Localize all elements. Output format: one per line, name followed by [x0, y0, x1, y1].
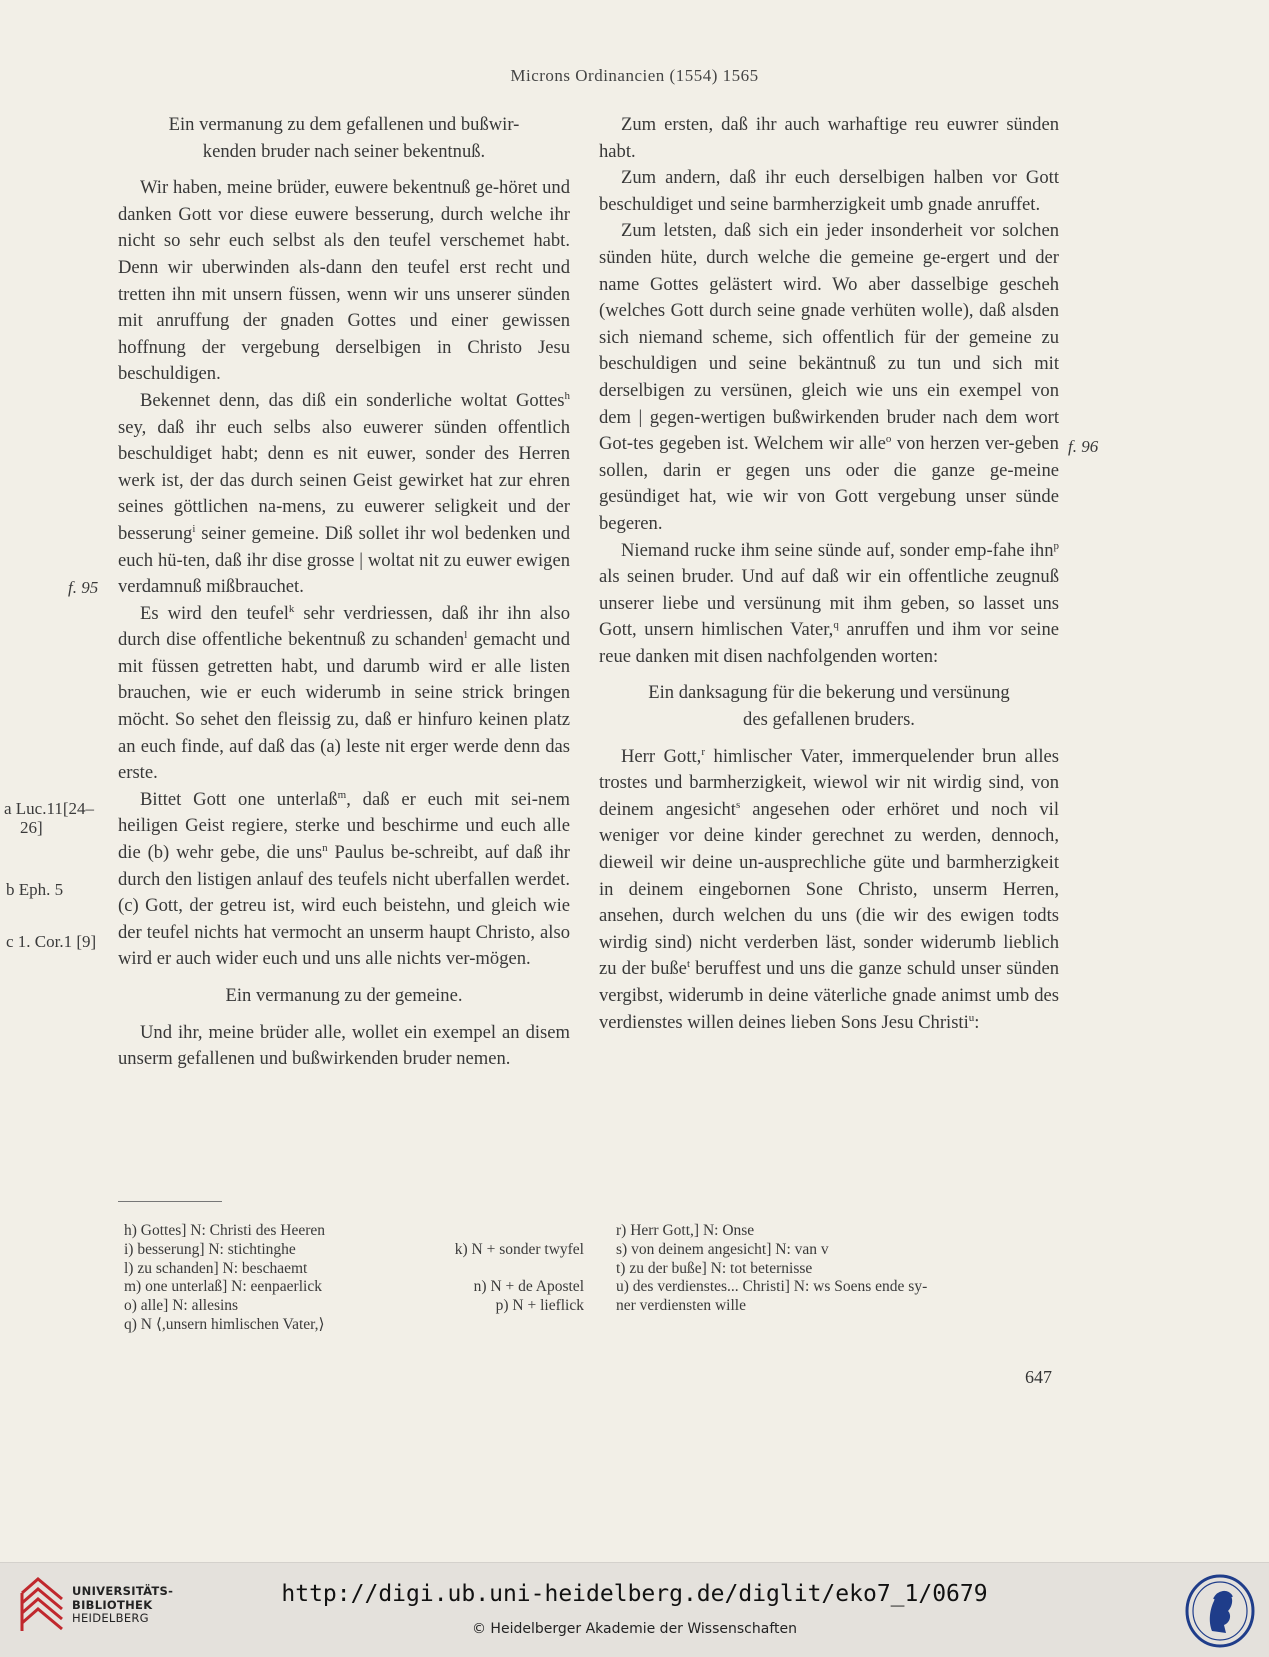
- text-run: gemacht und mit füssen getretten habt, und darumb wird er alle listen brauchen, wie er euch widerumb in seine strick bringen möcht. So sehet den fleissig zu, daß er hinfuro keinen platz an euch finde, auf daß das (a) leste nit erger werde denn das erste.: [118, 629, 570, 784]
- footnote-entry: q) N ⟨,unsern himlischen Vater,⟩: [124, 1315, 325, 1333]
- footnote-ref: u: [968, 1011, 975, 1024]
- heading-line: des gefallenen bruders.: [743, 709, 915, 731]
- footnote-entry: m) one unterlaß] N: eenpaerlick: [124, 1278, 322, 1296]
- text-run: Paulus be-schreibt, auf daß ihr durch den listigen anlauf des teufels nicht uberfallen werdet. (c) Gott, der getreu ist, wird euch beistehn, und gleich wie der teufel nichts hat vermocht an unserm haupt Christo, also wird er auch wider euch und uns alle nichts ver-mögen.: [118, 842, 570, 970]
- footnote-entry: h) Gottes] N: Christi des Heeren: [124, 1222, 326, 1239]
- heading-line: kenden bruder nach seiner bekentnuß.: [202, 140, 486, 162]
- footnote-entry: o) alle] N: allesins: [124, 1297, 239, 1315]
- text-run: , daß er euch mit sei-nem heiligen Geist regiere, sterke und beschirme und euch alle die (b) wehr gebe, die uns: [118, 788, 571, 864]
- text-run: :: [974, 1011, 980, 1033]
- footnotes-right: [616, 1222, 1066, 1316]
- text-run: Bittet Gott one unterlaß: [140, 788, 338, 810]
- text-run: sey, daß ihr euch selbs also euwerer sünden offentlich beschuldiget habt; denn es nit euwer, sonder des Herren werk ist, der das durch seinen Geist gewirket hat zur ehren seines göttlichen na-mens, zu euwerer seligkeit und der besserung: [118, 416, 570, 544]
- footnote-entry: l) zu schanden] N: beschaemt: [124, 1259, 308, 1277]
- footnote-ref: r: [701, 745, 705, 758]
- paragraph: [118, 388, 570, 601]
- text-run: Herr Gott,: [621, 745, 702, 767]
- footnote-entry: ner verdiensten wille: [616, 1297, 746, 1315]
- text-run: Bekennet denn, das diß ein sonderliche woltat Gottes: [140, 389, 565, 411]
- paragraph: [599, 218, 1059, 537]
- text-run: anruffen und ihm vor seine reue danken mit disen nachfolgenden worten:: [599, 619, 1059, 667]
- paragraph: [599, 538, 1059, 671]
- footnote-line: [124, 1222, 584, 1241]
- footnote-entry: i) besserung] N: stichtinghe: [124, 1240, 296, 1258]
- margin-reference: 26]: [20, 818, 43, 837]
- library-name-line: BIBLIOTHEK: [72, 1597, 153, 1612]
- footnote-ref: p: [1053, 539, 1059, 552]
- library-name-line: UNIVERSITÄTS-: [72, 1584, 174, 1598]
- footnote-ref: t: [686, 958, 690, 971]
- footer-bar: [0, 1562, 1269, 1657]
- text-run: angesehen oder erhöret und noch vil weniger vor deine kinder gerechnet zu werden, dennoch, dieweil wir deine un-ausprechliche güte und barmherzigkeit in deinem eingebornen Sone Christo, unserm Herren, ansehen, durch welchen du uns (die wir des ewigen todts wirdig sind) nicht verderben läst, sonder widerumb lieblich zu der buße: [599, 798, 1059, 980]
- footnote-entry: p) N + lieflick: [495, 1297, 584, 1315]
- paragraph: Wir haben, meine brüder, euwere bekentnuß ge-höret und danken Gott vor diese euwere besserung, durch welche ihr nicht so sehr euch selbst als den teufel verschemet habt. Denn wir uberwinden als-dann den teufel erst recht und tretten ihn mit unsern füssen, wenn wir uns unserer sünden mit anruffung der gnaden Gottes und einer gewissen hoffnung der vergebung derselbigen in Christo Jesu beschuldigen.: [118, 177, 570, 385]
- footnote-entry: u) des verdienstes... Christi] N: ws Soens ende sy-: [616, 1278, 928, 1296]
- text-run: von herzen ver-geben sollen, darin er gegen uns oder die ganze ge-meine gesündiget hat, wie wir von Gott vergebung unser sünde begeren.: [599, 433, 1059, 534]
- running-head: Microns Ordinancien (1554) 1565: [510, 66, 759, 85]
- section-heading: [599, 680, 1059, 733]
- copyright-notice: © Heidelberger Akademie der Wissenschaften: [471, 1621, 797, 1637]
- text-run: beruffest und uns die ganze schuld unser sünden vergibst, widerumb in deine väterliche gnade animst umb des verdienstes willen deines lieben Sons Jesu Christi: [599, 958, 1059, 1033]
- footnote-ref: m: [337, 788, 347, 801]
- left-column: [118, 112, 570, 1073]
- heading-line: Ein danksagung für die bekerung und versünung: [648, 682, 1010, 704]
- footnote-ref: q: [833, 619, 839, 632]
- page-number: 647: [1025, 1367, 1052, 1387]
- section-heading: Ein vermanung zu der gemeine.: [225, 985, 463, 1006]
- text-run: Es wird den teufel: [140, 602, 289, 624]
- margin-reference: b Eph. 5: [6, 880, 64, 899]
- footnote-ref: s: [735, 798, 741, 811]
- text-run: als seinen bruder. Und auf daß wir ein offentliche zeugnuß unserer liebe und versünung mit ihm geben, so lasset uns Gott, unsern himlischen Vater,: [599, 566, 1059, 641]
- footnote-ref: k: [288, 602, 295, 615]
- paragraph: [118, 787, 570, 973]
- text-run: seiner gemeine. Diß sollet ihr wol bedenken und euch hü-ten, daß ihr dise grosse | woltat nit zu euwer ewigen verdamnuß mißbrauchet.: [118, 522, 570, 598]
- folio-marker: f. 95: [68, 578, 99, 597]
- text-run: himlischer Vater, immerquelender brun alles trostes und barmherzigkeit, wiewol wir nit wirdig sind, von deinem angesicht: [599, 745, 1060, 820]
- paragraph: Zum ersten, daß ihr auch warhaftige reu euwrer sünden habt.: [599, 114, 1059, 162]
- footnotes-left: [124, 1222, 584, 1335]
- academy-seal-icon: [1184, 1573, 1256, 1649]
- folio-marker: f. 96: [1068, 437, 1099, 456]
- right-column: [599, 112, 1059, 1036]
- footnote-line: [124, 1260, 584, 1279]
- text-run: Niemand rucke ihm seine sünde auf, sonder emp-fahe ihn: [621, 539, 1054, 561]
- footnote-ref: i: [192, 522, 196, 535]
- footnote-line: [124, 1297, 584, 1316]
- section-heading: [118, 112, 570, 165]
- text-run: sehr verdriessen, daß ihr ihn also durch dise offentliche bekentnuß zu schanden: [118, 602, 571, 651]
- footnote-ref: o: [885, 432, 892, 445]
- margin-reference: c 1. Cor.1 [9]: [6, 932, 97, 951]
- paragraph: Zum andern, daß ihr euch derselbigen halben vor Gott beschuldiget und seine barmherzigkeit umb gnade anruffet.: [599, 167, 1059, 215]
- footnote-entry: t) zu der buße] N: tot beternisse: [616, 1259, 813, 1277]
- footnote-rule: [118, 1201, 222, 1202]
- footnote-entry: r) Herr Gott,] N: Onse: [616, 1222, 755, 1239]
- footnote-line: [124, 1278, 584, 1297]
- footnote-entry: s) von deinem angesicht] N: van v: [616, 1240, 829, 1258]
- paragraph: Und ihr, meine brüder alle, wollet ein exempel an disem unserm gefallenen und bußwirkenden bruder nemen.: [118, 1021, 570, 1070]
- footnote-ref: l: [464, 629, 468, 642]
- margin-reference: a Luc.11[24–: [4, 799, 95, 818]
- permalink-url[interactable]: http://digi.ub.uni-heidelberg.de/diglit/eko7_1/0679: [281, 1581, 988, 1607]
- footnote-entry: n) N + de Apostel: [473, 1278, 584, 1296]
- footnote-entry: k) N + sonder twyfel: [454, 1240, 584, 1258]
- paragraph: [118, 601, 570, 787]
- paragraph: [599, 744, 1059, 1037]
- footnote-line: [124, 1316, 584, 1335]
- footnote-ref: n: [322, 841, 328, 854]
- text-run: Zum letsten, daß sich ein jeder insonderheit vor solchen sünden hüte, durch welche die gemeine ge-ergert und der name Gottes gelästert wird. Wo aber dasselbige gescheh (welches Gott durch seine gnade verhüten wolle), daß alsden sich niemand scheme, sich offentlich für der gemeine zu beschuldigen und seine bekäntnuß zu tun und sich mit derselbigen zu versünen, gleich wie uns ein exempel von dem | gegen-wertigen bußwirkenden bruder nach dem wort Got-tes gegeben ist. Welchem wir alle: [599, 220, 1059, 455]
- footnote-ref: h: [564, 389, 570, 402]
- library-name-line: HEIDELBERG: [72, 1611, 149, 1625]
- footnote-line: [124, 1241, 584, 1260]
- heading-line: Ein vermanung zu dem gefallenen und bußwir-: [168, 114, 520, 135]
